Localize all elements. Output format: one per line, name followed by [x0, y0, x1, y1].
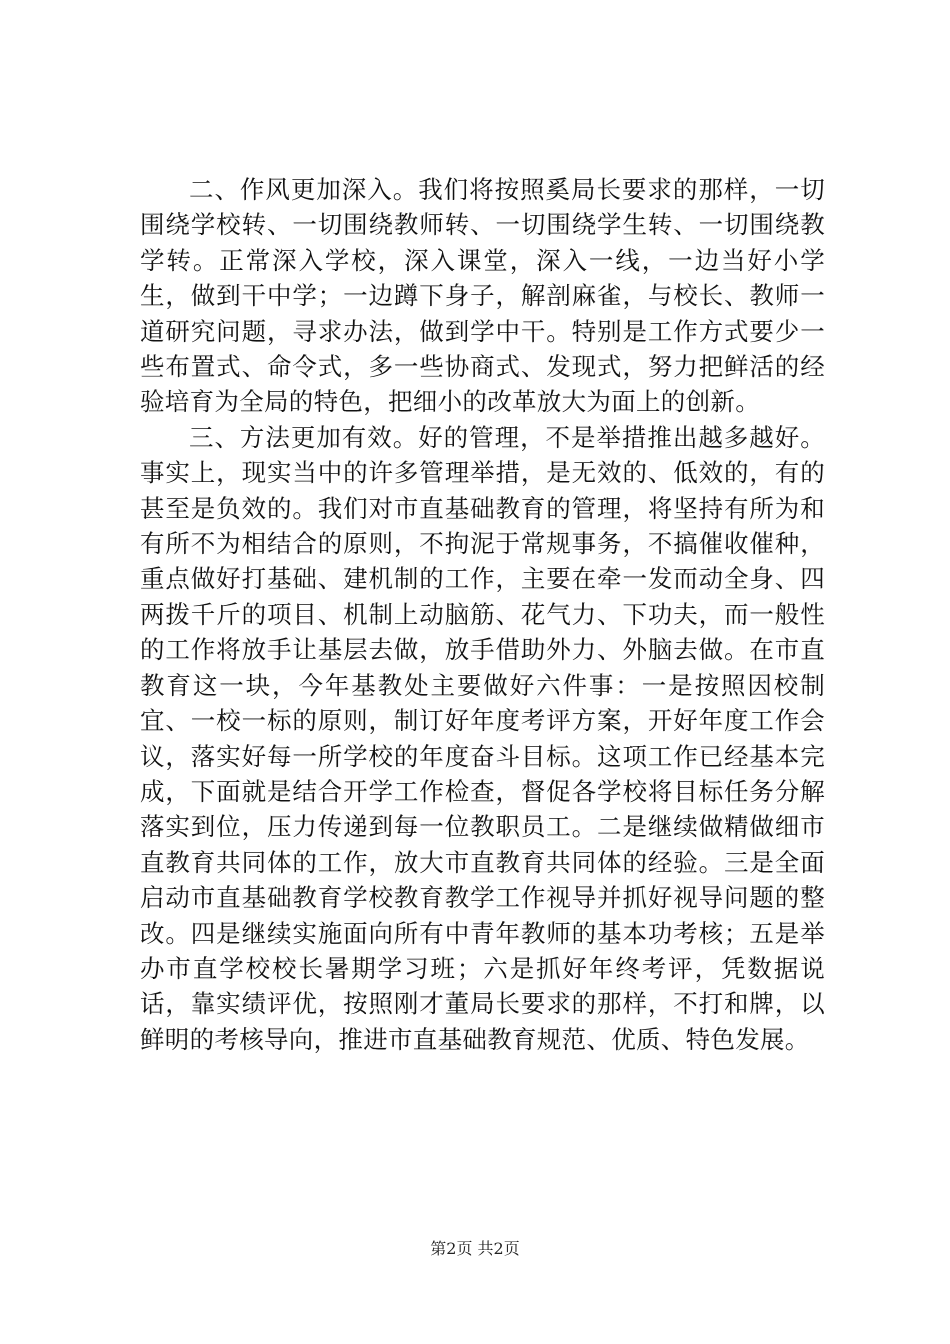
paragraph-methods: 三、方法更加有效。好的管理，不是举措推出越多越好。事实上，现实当中的许多管理举措，是无效的、低效的，有的甚至是负效的。我们对市直基础教育的管理，将坚持有所为和有所不为相结合的原则，不拘泥于常规事务，不搞催收催种，重点做好打基础、建机制的工作，主要在牵一发而动全身、四两拨千斤的项目、机制上动脑筋、花气力、下功夫，而一般性的工作将放手让基层去做，放手借助外力、外脑去做。在市直教育这一块，今年基教处主要做好六件事：一是按照因校制宜、一校一标的原则，制订好年度考评方案，开好年度工作会议，落实好每一所学校的年度奋斗目标。这项工作已经基本完成，下面就是结合开学工作检查，督促各学校将目标任务分解落实到位，压力传递到每一位教职员工。二是继续做精做细市直教育共同体的工作，放大市直教育共同体的经验。三是全面启动市直基础教育学校教育教学工作视导并抓好视导问题的整改。四是继续实施面向所有中青年教师的基本功考核；五是举办市直学校校长暑期学习班；六是抓好年终考评，凭数据说话，靠实绩评优，按照刚才董局长要求的那样，不打和牌，以鲜明的考核导向，推进市直基础教育规范、优质、特色发展。	[140, 422, 825, 1054]
document-body	[140, 172, 825, 1057]
paragraph-work-style: 二、作风更加深入。我们将按照奚局长要求的那样，一切围绕学校转、一切围绕教师转、一切围绕学生转、一切围绕教学转。正常深入学校，深入课堂，深入一线，一边当好小学生，做到干中学；一边蹲下身子，解剖麻雀，与校长、教师一道研究问题，寻求办法，做到学中干。特别是工作方式要少一些布置式、命令式，多一些协商式、发现式，努力把鲜活的经验培育为全局的特色，把细小的改革放大为面上的创新。	[140, 175, 825, 417]
page-number-footer: 第2页 共2页	[430, 1239, 520, 1258]
